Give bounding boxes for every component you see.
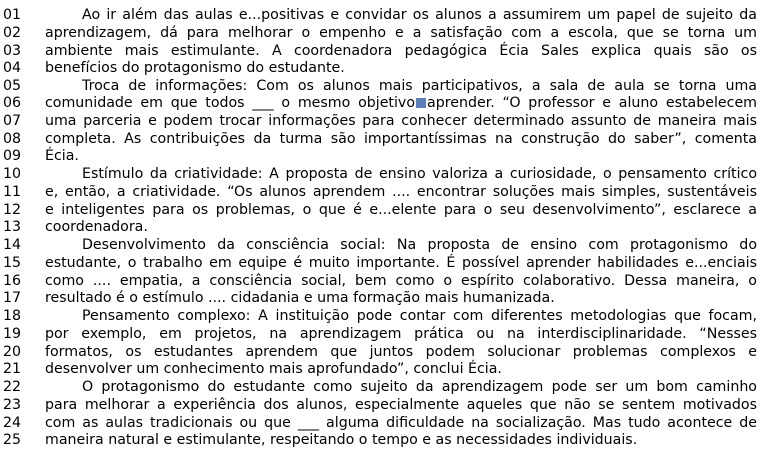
line-number: 16	[3, 273, 22, 289]
line-text: ambiente mais estimulante. A coordenadora pedagógica Écia Sales explica quais são os	[45, 43, 757, 59]
line-number: 21	[3, 361, 22, 377]
line-text: formatos, os estudantes aprendem que juntos podem solucionar problemas complexos e	[45, 344, 757, 360]
line-text: e, então, a criatividade. “Os alunos aprendem .... encontrar soluções mais simples, sustentáveis	[45, 184, 757, 200]
line-number: 10	[3, 166, 22, 182]
line-number: 08	[3, 131, 22, 147]
line-text: Pensamento complexo: A instituição pode contar com diferentes metodologias que focam,	[82, 308, 757, 324]
line-text: resultado é o estímulo .... cidadania e uma formação mais humanizada.	[45, 290, 555, 306]
line-text: maneira natural e estimulante, respeitando o tempo e as necessidades individuais.	[45, 432, 638, 448]
line-text: desenvolver um conhecimento mais aprofundado”, conclui Écia.	[45, 361, 502, 377]
line-text	[45, 94, 757, 112]
line-number: 13	[3, 219, 22, 235]
line-number: 02	[3, 25, 22, 41]
line-number: 19	[3, 326, 22, 342]
line-number: 25	[3, 432, 22, 448]
line-text: uma parceria e podem trocar informações para conhecer determinado assunto de maneira mais	[45, 113, 757, 129]
line-number: 09	[3, 148, 22, 164]
line-text: aprendizagem, dá para melhorar o empenho e a satisfação com a escola, que se torna um	[45, 25, 757, 41]
line-number: 07	[3, 113, 22, 129]
line-text: para melhorar a experiência dos alunos, especialmente aqueles que não se sentem motivados	[45, 397, 757, 413]
line-number: 06	[3, 95, 22, 111]
line-text: Estímulo da criatividade: A proposta de ensino valoriza a curiosidade, o pensamento crítico	[82, 166, 757, 182]
line-number: 23	[3, 397, 22, 413]
line-number: 24	[3, 415, 22, 431]
line-text: coordenadora.	[45, 219, 148, 235]
line-text: benefícios do protagonismo do estudante.	[45, 60, 345, 76]
line-number: 18	[3, 308, 22, 324]
line-text: completa. As contribuições da turma são importantíssimas na construção do saber”, comenta	[45, 131, 757, 147]
line-number: 11	[3, 184, 22, 200]
line-number: 15	[3, 255, 22, 271]
line-number: 05	[3, 78, 22, 94]
line-number: 03	[3, 43, 22, 59]
line-text: como .... empatia, a consciência social, bem como o espírito colaborativo. Dessa maneira, o	[45, 273, 757, 289]
line-text: Ao ir além das aulas e...positivas e convidar os alunos a assumirem um papel de sujeito da	[82, 7, 757, 23]
line-text: O protagonismo do estudante como sujeito da aprendizagem pode ser um bom caminho	[82, 379, 757, 395]
line-text-part-b: aprender. “O professor e aluno estabelecem	[427, 95, 757, 111]
line-text: com as aulas tradicionais ou que ___ alguma dificuldade na socialização. Mas tudo acontece de	[45, 415, 757, 431]
line-text: e inteligentes para os problemas, o que é e...elente para o seu desenvolvimento”, esclarece a	[45, 202, 757, 218]
line-number: 17	[3, 290, 22, 306]
line-number: 20	[3, 344, 22, 360]
line-text: Écia.	[45, 148, 79, 164]
line-number: 12	[3, 202, 22, 218]
line-number: 22	[3, 379, 22, 395]
line-number: 04	[3, 60, 22, 76]
line-text: Desenvolvimento da consciência social: Na proposta de ensino com protagonismo do	[82, 237, 757, 253]
line-number: 01	[3, 7, 22, 23]
line-text: estudante, o trabalho em equipe é muito importante. É possível aprender habilidades e...enciais	[45, 255, 757, 271]
line-text: Troca de informações: Com os alunos mais participativos, a sala de aula se torna uma	[82, 78, 757, 94]
line-number: 14	[3, 237, 22, 253]
line-text-part-a: comunidade em que todos ___ o mesmo objetivo	[45, 95, 416, 111]
line-text: por exemplo, em projetos, na aprendizagem prática ou na interdisciplinaridade. “Nesses	[45, 326, 757, 342]
highlight-marker	[416, 98, 426, 108]
